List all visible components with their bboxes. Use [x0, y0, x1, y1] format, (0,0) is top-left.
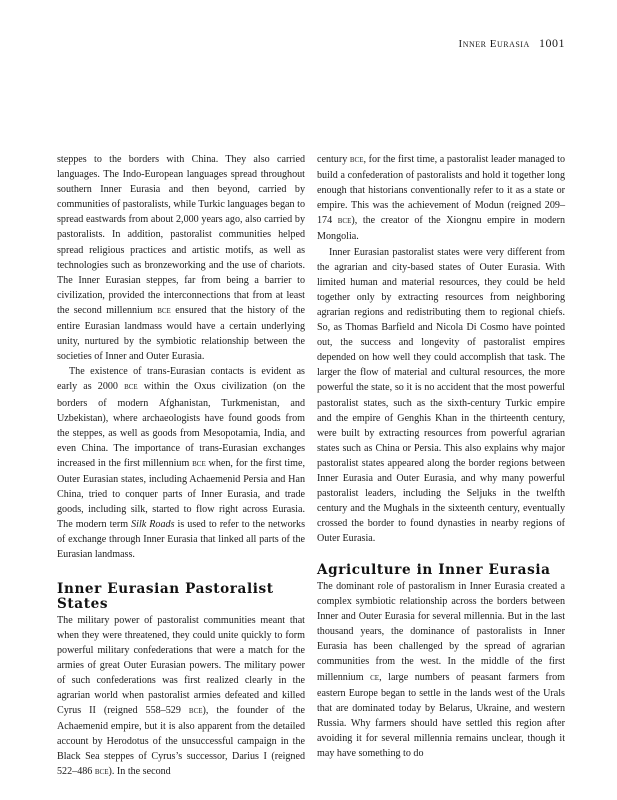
- section-heading: Agriculture in Inner Eurasia: [317, 562, 551, 579]
- paragraph: The dominant role of pastoralism in Inner Eurasia created a complex symbiotic relationship across the borders between Inner and Outer Eurasia for several millennia. But in the last thousand years, the dominance of pastoralists in Inner Eurasia has been challenged by the spread of agrarian communities from the west. In the middle of the first millennium ce, large numbers of peasant farmers from eastern Europe began to settle in the lands west of the Urals that are dominated today by Belarus, Ukraine, and western Russia. Why farmers should have settled this region after avoiding it for several millennia remains unclear, though it may have something to do: [317, 580, 565, 759]
- paragraph: Inner Eurasian pastoralist states were very different from the agrarian and city-based states of Outer Eurasia. With limited human and material resources, they could be held together only by extracting resources from neighboring agrarian regions and redistributing them to regional chiefs. So, as Thomas Barfield and Nicola Di Cosmo have pointed out, the success and longevity of pastoralist empires depended on how well they could accomplish that task. The larger the flow of material and cultural resources, the more powerful the state, so it is no accident that the most powerful pastoralist states, such as the sixth-century Turkic empire and the empire of Genghis Khan in the thirteenth century, were built by extracting resources from powerful agrarian states such as China or Persia. This also explains why major pastoralist states appeared along the border regions between Inner Eurasia and Outer Eurasia, and why many powerful pastoralist leaders, including the Seljuks in the twelfth century and the Mughals in the sixteenth century, eventually crossed the border to found dynasties in nearby regions of Outer Eurasia.: [317, 246, 565, 545]
- paragraph: The existence of trans-Eurasian contacts is evident as early as 2000 bce within the Oxus civilization (on the borders of modern Afghanistan, Turkmenistan, and Uzbekistan), where archaeologists have found goods from the steppes, as well as goods from Mesopotamia, India, and even China. The importance of trans-Eurasian exchanges increased in the first millennium bce when, for the first time, Outer Eurasian states, including Achaemenid Persia and Han China, tried to conquer parts of Inner Eurasia, and trade goods, including silk, started to flow right across Eurasia. The modern term Silk Roads is used to refer to the networks of exchange through Inner Eurasia that linked all parts of the Eurasian landmass.: [57, 366, 306, 561]
- paragraph: The military power of pastoralist communities meant that when they were threatened, they could unite quickly to form powerful military confederations that were a match for the armies of great Outer Eurasian powers. The military power of such confederations was first realized clearly in the agrarian world when pastoralist armies defeated and killed Cyrus II (reigned 558–529 bce), the founder of the Achaemenid empire, but it is also apparent from the detailed account by Herodotus of the unsuccessful campaign in the Black Sea steppes of Cyrus’s successor, Darius I (reigned 522–486 bce). In the second: [57, 614, 305, 778]
- running-head: [459, 36, 565, 51]
- running-head-section: Inner Eurasia: [458, 38, 530, 50]
- paragraph: steppes to the borders with China. They also carried languages. The Indo-European languages spread throughout southern Inner Eurasia and then beyond, carried by communities of pastoralists, while Turkic languages began to spread eastwards from about 2,000 years ago, also carried by pastoralists. In addition, pastoralist communities helped spread religious practices and artistic motifs, as well as technologies such as bronzeworking and the use of chariots. The Inner Eurasian steppes, far from being a barrier to civilization, provided the interconnections that from at least the second millennium bce ensured that the history of the entire Eurasian landmass would have a certain underlying unity, nurtured by the symbiotic relationship between the societies of Inner and Outer Eurasia.: [57, 154, 305, 363]
- right-column: [317, 152, 565, 761]
- paragraph: century bce, for the first time, a pastoralist leader managed to build a confederation of pastoralists and hold it together long enough that historians conventionally refer to it as a state or empire. This was the achievement of Modun (reigned 209–174 bce), the creator of the Xiongnu empire in modern Mongolia.: [317, 154, 565, 243]
- page-number: 1001: [539, 36, 565, 50]
- section-heading: Inner Eurasian Pastoralist States: [57, 580, 274, 613]
- left-column: [57, 152, 305, 781]
